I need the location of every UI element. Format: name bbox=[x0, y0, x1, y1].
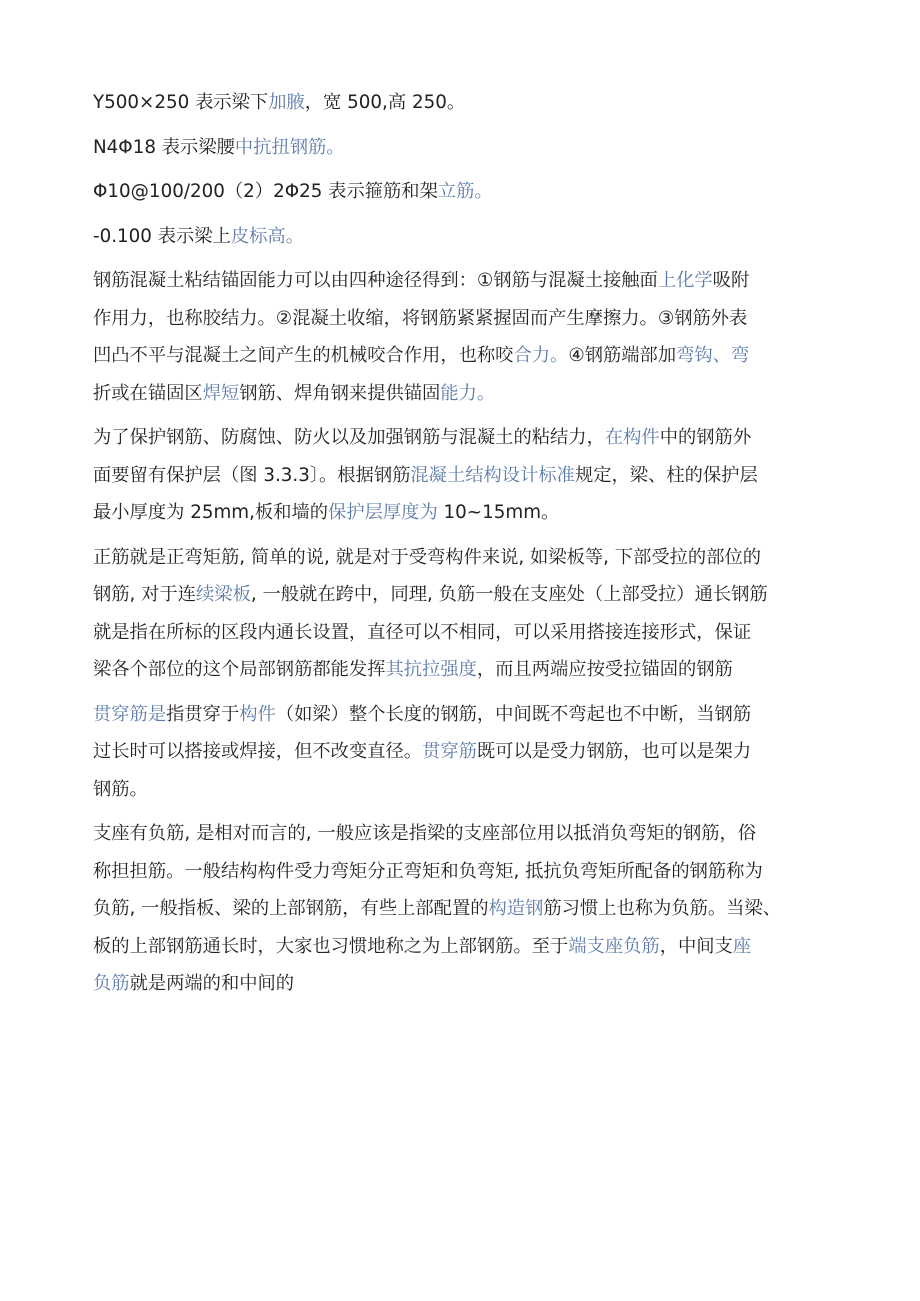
text-line bbox=[93, 419, 824, 457]
paragraph bbox=[93, 539, 824, 689]
highlighted-text: 混凝土结构设计标准 bbox=[410, 464, 575, 486]
body-text: 作用力，也称胶结力。②混凝土收缩，将钢筋紧紧握固而产生摩擦力。③钢筋外表 bbox=[93, 307, 748, 329]
highlighted-text: 构造钢 bbox=[488, 898, 544, 919]
body-text: 过长时可以搭接或焊接，但不改变直径。 bbox=[93, 741, 423, 762]
body-text: 支座有负筋, 是相对而言的, 一般应该是指梁的支座部位用以抵消负弯矩的钢筋，俗 bbox=[93, 823, 757, 844]
paragraph bbox=[93, 419, 824, 532]
paragraph bbox=[93, 262, 824, 412]
body-text: ，中间支 bbox=[659, 935, 733, 957]
text-line bbox=[93, 494, 824, 532]
body-text: 筋习惯上也称为负筋。当梁、 bbox=[543, 898, 782, 919]
body-text: 吸附 bbox=[712, 270, 750, 291]
body-text: ，而且两端应按受拉锚固的钢筋 bbox=[476, 659, 733, 680]
body-text: 规定，梁、柱的保护层 bbox=[574, 464, 758, 486]
highlighted-text: 皮标高。 bbox=[230, 225, 304, 247]
body-text: Y500×250 表示梁下 bbox=[93, 92, 269, 113]
body-text: 钢筋、焊角钢来提供锚固 bbox=[239, 382, 441, 404]
highlighted-text: 座 bbox=[732, 935, 752, 957]
text-line bbox=[93, 539, 824, 577]
body-text: 钢筋。 bbox=[93, 778, 148, 800]
body-text: 10~15mm。 bbox=[437, 502, 560, 523]
body-text: 中的钢筋外 bbox=[659, 427, 752, 448]
text-line bbox=[93, 576, 824, 614]
highlighted-text: 在构件 bbox=[604, 427, 660, 448]
text-line bbox=[93, 262, 824, 300]
highlighted-text: 中抗扭钢筋。 bbox=[234, 136, 345, 158]
highlighted-text: 加腋 bbox=[268, 92, 305, 113]
highlighted-text: 合力。 bbox=[513, 345, 569, 366]
body-text: Φ10@100/200（2）2Φ25 表示箍筋和架 bbox=[93, 181, 438, 202]
text-line bbox=[93, 337, 824, 375]
text-line bbox=[93, 300, 824, 338]
text-line bbox=[93, 129, 824, 167]
text-line bbox=[93, 614, 824, 652]
body-text: 称担担筋。一般结构构件受力弯矩分正弯矩和负弯矩, 抵抗负弯矩所配备的钢筋称为 bbox=[93, 860, 763, 882]
highlighted-text: 其抗拉强度 bbox=[385, 659, 477, 680]
paragraph bbox=[93, 129, 824, 167]
paragraph bbox=[93, 696, 824, 809]
body-text: -0.100 表示梁上 bbox=[93, 225, 231, 247]
text-line bbox=[93, 651, 824, 689]
text-line bbox=[93, 375, 824, 413]
text-line bbox=[93, 890, 824, 928]
paragraph bbox=[93, 815, 824, 1003]
body-text: 既可以是受力钢筋，也可以是架力 bbox=[476, 741, 752, 762]
highlighted-text: 立筋。 bbox=[437, 181, 493, 202]
text-line bbox=[93, 965, 824, 1003]
highlighted-text: 焊短 bbox=[202, 382, 240, 404]
body-text: 负筋, 一般指板、梁的上部钢筋，有些上部配置的 bbox=[93, 898, 489, 919]
body-text: 钢筋混凝土粘结锚固能力可以由四种途径得到：①钢筋与混凝土接触面 bbox=[93, 270, 658, 291]
text-line bbox=[93, 457, 824, 495]
text-line bbox=[93, 853, 824, 891]
text-line bbox=[93, 771, 824, 809]
highlighted-text: 能力。 bbox=[440, 382, 496, 404]
body-text: 板的上部钢筋通长时，大家也习惯地称之为上部钢筋。至于 bbox=[93, 935, 569, 957]
highlighted-text: 负筋 bbox=[93, 973, 130, 994]
highlighted-text: 保护层厚度为 bbox=[328, 502, 438, 523]
text-line bbox=[93, 928, 824, 966]
paragraph bbox=[93, 173, 824, 211]
text-line bbox=[93, 218, 824, 256]
body-text: 梁各个部位的这个局部钢筋都能发挥 bbox=[93, 659, 386, 680]
text-line bbox=[93, 173, 824, 211]
body-text: 最小厚度为 25mm,板和墙的 bbox=[93, 502, 329, 523]
highlighted-text: 贯穿筋 bbox=[422, 741, 477, 762]
text-line bbox=[93, 733, 824, 771]
paragraph bbox=[93, 218, 824, 256]
body-text: , 一般就在跨中，同理, 负筋一般在支座处（上部受拉）通长钢筋 bbox=[250, 584, 768, 605]
highlighted-text: 上化学 bbox=[657, 270, 713, 291]
highlighted-text: 弯钩、弯 bbox=[676, 345, 750, 366]
highlighted-text: 贯穿筋是 bbox=[93, 703, 167, 725]
text-line bbox=[93, 696, 824, 734]
text-line bbox=[93, 84, 824, 122]
body-text: 就是两端的和中间的 bbox=[129, 973, 295, 994]
body-text: 折或在锚固区 bbox=[93, 382, 203, 404]
paragraph bbox=[93, 84, 824, 122]
body-text: 就是指在所标的区段内通长设置，直径可以不相同，可以采用搭接连接形式，保证 bbox=[93, 621, 752, 643]
body-text: N4Φ18 表示梁腰 bbox=[93, 136, 235, 158]
highlighted-text: 端支座负筋 bbox=[568, 935, 660, 957]
body-text: （如梁）整个长度的钢筋，中间既不弯起也不中断，当钢筋 bbox=[275, 703, 752, 725]
highlighted-text: 构件 bbox=[239, 703, 276, 725]
highlighted-text: 续梁板 bbox=[196, 584, 251, 605]
body-text: 为了保护钢筋、防腐蚀、防火以及加强钢筋与混凝土的粘结力， bbox=[93, 427, 605, 448]
body-text: 指贯穿于 bbox=[166, 703, 240, 725]
body-text: 面要留有保护层（图 3.3.3〕。根据钢筋 bbox=[93, 464, 411, 486]
body-text: 正筋就是正弯矩筋, 简单的说, 就是对于受弯构件来说, 如梁板等, 下部受拉的部位的 bbox=[93, 546, 762, 568]
body-text: ，宽 500,高 250。 bbox=[304, 92, 466, 113]
body-text: ④钢筋端部加 bbox=[568, 345, 677, 366]
body-text: 凹凸不平与混凝土之间产生的机械咬合作用，也称咬 bbox=[93, 345, 514, 366]
body-text: 钢筋, 对于连 bbox=[93, 584, 197, 605]
text-line bbox=[93, 815, 824, 853]
